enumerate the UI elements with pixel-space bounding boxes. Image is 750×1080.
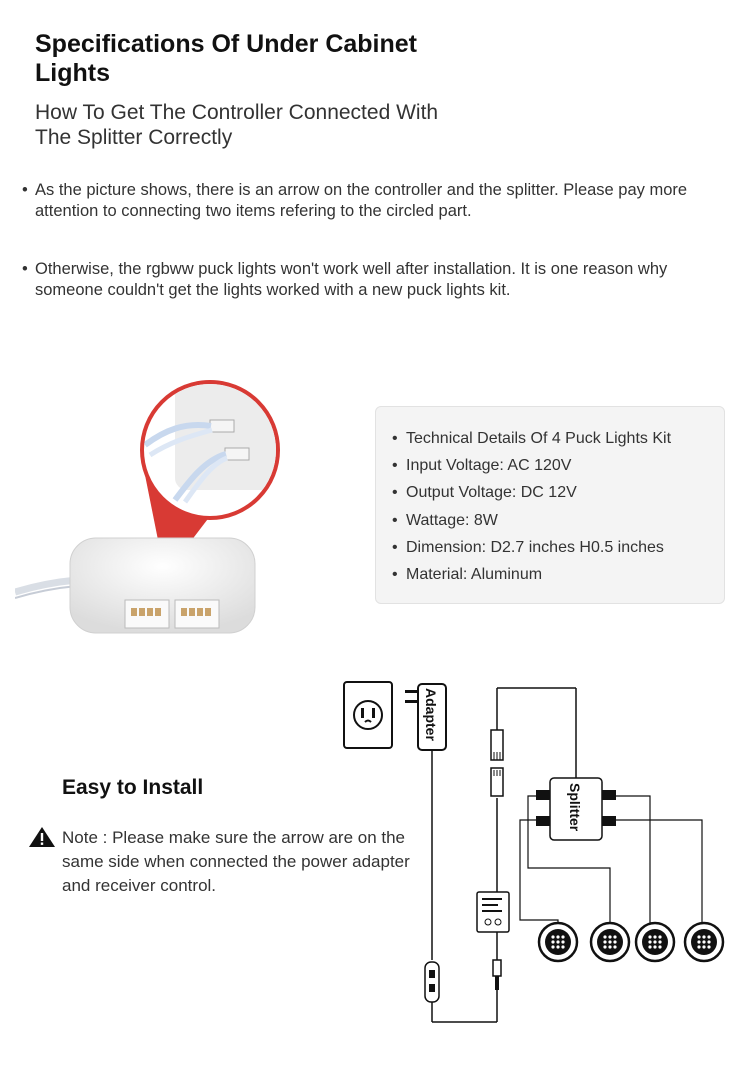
wall-outlet-icon (344, 682, 392, 748)
note-arrow-instruction (22, 180, 737, 222)
bullet-dot: • (392, 430, 398, 447)
note-warning (22, 259, 737, 301)
bullet-dot: • (392, 566, 398, 584)
install-note-text: Note : Please make sure the arrow are on the same side when connected the power adapter and receiver control. (62, 828, 410, 895)
adapter-label: Adapter (423, 688, 439, 741)
puck-light-icon (685, 923, 723, 961)
bullet-dot: • (22, 260, 28, 278)
wiring-diagram (330, 670, 750, 1080)
spec-item-material: • Material: Aluminum (392, 561, 724, 588)
spec-panel (375, 406, 725, 604)
spec-item-wattage: • Wattage: 8W (392, 507, 724, 534)
spec-item-dimension: • Dimension: D2.7 inches H0.5 inches (392, 534, 724, 561)
bullet-dot: • (392, 538, 398, 556)
splitter-label: Splitter (567, 783, 583, 832)
spec-item-kit: • Technical Details Of 4 Puck Lights Kit (392, 425, 724, 452)
controller-box (477, 892, 509, 932)
note-text-2: Otherwise, the rgbww puck lights won't work well after installation. It is one reason why someone couldn't get the lights worked with a new puck lights kit. (35, 260, 668, 299)
install-title: Easy to Install (62, 776, 204, 799)
splitter-box (536, 778, 616, 840)
bullet-dot: • (392, 457, 398, 475)
puck-light-icon (636, 923, 674, 961)
warning-icon (28, 826, 56, 848)
bullet-dot: • (392, 484, 398, 502)
bullet-dot: • (392, 511, 398, 529)
spec-list (392, 425, 724, 588)
adapter-box (418, 684, 446, 750)
splitter-closeup-illustration (15, 360, 305, 650)
spec-item-input-voltage: • Input Voltage: AC 120V (392, 452, 724, 479)
bullet-dot: • (22, 181, 28, 199)
puck-light-icon (539, 923, 577, 961)
spec-item-output-voltage: • Output Voltage: DC 12V (392, 479, 724, 506)
puck-light-icon (591, 923, 629, 961)
page-subtitle: How To Get The Controller Connected With The Splitter Correctly (35, 101, 439, 149)
page-title: Specifications Of Under Cabinet Lights (35, 30, 418, 87)
note-text-1: As the picture shows, there is an arrow on the controller and the splitter. Please pay more attention to connecting two items refering to the circled part. (35, 181, 688, 220)
